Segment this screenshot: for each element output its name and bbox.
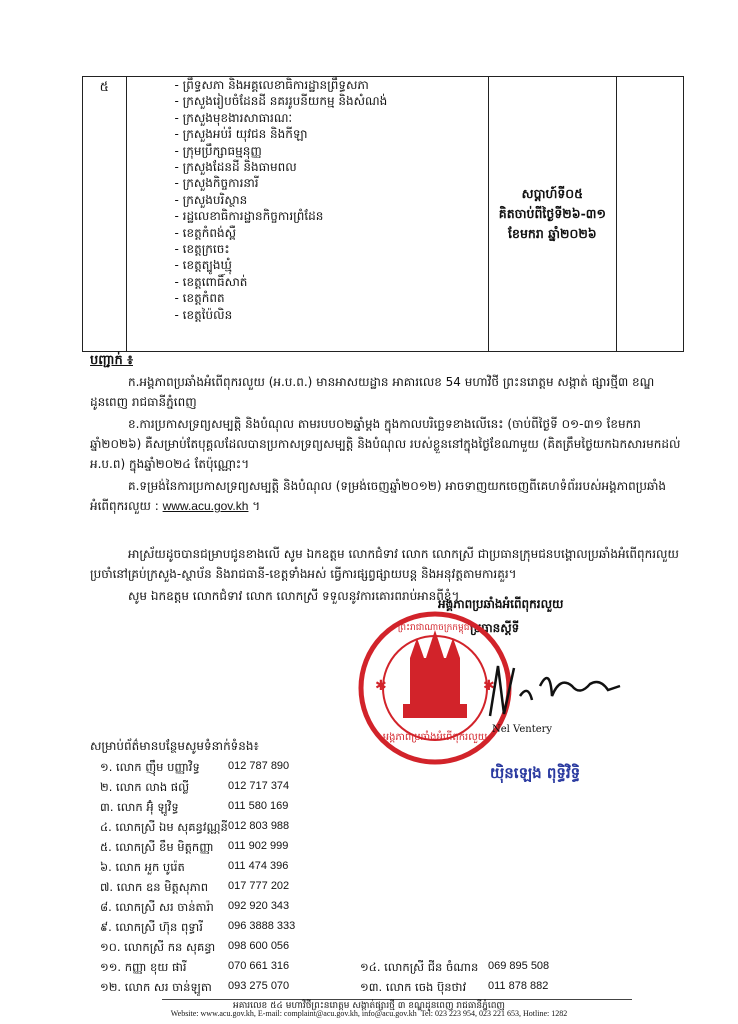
footer-tel: Tel: 023 223 954, 023 221 653, Hotline: 1282 (420, 1009, 568, 1018)
note-address: ក.អង្គភាពប្រឆាំងអំពើពុករលួយ (អ.ប.ព.) មានអាសយដ្ឋាន អាគារលេខ 54 មហាវិថី ព្រះនរោត្តម សង្កាត់ ផ្សារថ្មី៣ ខណ្ឌដូនពេញ រាជធានីភ្នំពេញ (90, 375, 655, 409)
note-form-text: គ.ទម្រង់នៃការប្រកាសទ្រព្យសម្បត្តិ និងបំណុល (ទម្រង់ចេញឆ្នាំ២០១២) អាចទាញយកចេញពីគេហទំព័ររបស់អង្គភាពប្រឆាំងអំពើពុករលួយ : (90, 479, 667, 513)
notes-label: បញ្ជាក់ ៖ (90, 353, 133, 368)
empty-cell (617, 77, 684, 352)
contact-name: ១២. លោក សរ ចាន់ឡូតា (100, 980, 212, 994)
contact-row (100, 800, 330, 820)
contact-phone: 092 920 343 (228, 900, 290, 912)
contact-phone: 012 717 374 (228, 780, 290, 792)
contact-row (100, 780, 330, 800)
ministry-item: - ក្រសួងបរិស្ថាន (174, 192, 248, 207)
contact-phone: 011 474 396 (228, 860, 289, 872)
week-month-year: ខែមករា ឆ្នាំ២០២៦ (508, 226, 597, 241)
acu-website-link[interactable]: www.acu.gov.kh (162, 499, 249, 513)
contacts-title: សម្រាប់ព័ត៌មានបន្ថែមសូមទំនាក់ទំនង៖ (90, 739, 259, 753)
contact-name: ៩. លោកស្រី ហ៊ុន ពុទ្ធារី (100, 920, 203, 934)
ministry-item: - ខេត្តប៉ៃលិន (174, 307, 233, 322)
contact-name: ១៣. លោក ចេង ប៊ុនថាវ (360, 980, 467, 994)
note-form-end: ។ (248, 499, 261, 513)
contact-phone: 011 580 169 (228, 800, 289, 812)
contact-row (100, 920, 330, 940)
handwritten-signature (480, 656, 630, 736)
schedule-table (82, 76, 684, 352)
contact-name: ៥. លោកស្រី ខឹម មិត្តកញ្ញា (100, 840, 214, 854)
note-form (90, 476, 690, 516)
contact-row (100, 940, 330, 960)
contact-row (100, 880, 330, 900)
director-title: ប្រធានស្ដីទី (470, 621, 520, 635)
contact-row (360, 960, 590, 980)
contact-name: ៤. លោកស្រី ឯម សុគន្ធវណ្ណនី (100, 820, 228, 834)
contact-name: ១១. កញ្ញា ខុយ ផារី (100, 960, 187, 974)
contact-phone: 011 878 882 (488, 980, 549, 992)
contact-phone: 096 3888 333 (228, 920, 296, 932)
org-name: អង្គភាពប្រឆាំងអំពើពុករលួយ (438, 597, 564, 611)
row-number: ៥ (83, 77, 127, 352)
contact-name: ៧. លោក ឧន មិត្តសុភាព (100, 880, 209, 894)
signature-scrawl: Nel Ventery (492, 724, 553, 735)
contact-phone: 012 803 988 (228, 820, 290, 832)
contact-row (100, 860, 330, 880)
contact-phone: 070 661 316 (228, 960, 290, 972)
ministry-list (126, 77, 488, 352)
contact-row (100, 900, 330, 920)
closing-greeting: សូម ឯកឧត្ដម លោកជំទាវ លោក លោកស្រី ទទួលនូវការគោរពរាប់អានពីខ្ញុំ។ (128, 589, 460, 603)
ministry-item: - ខេត្តត្បូងឃ្មុំ (174, 258, 232, 273)
stamp-top-text: ព្រះរាជាណាចក្រកម្ពុជា (397, 623, 473, 633)
contact-row (100, 820, 330, 840)
ministry-item: - ខេត្តក្រចេះ (174, 242, 230, 257)
week-label: សប្ដាហ៍ទី០៥ (521, 186, 584, 201)
contact-row (100, 760, 330, 780)
contact-name: ២. លោក លាង ផល្លី (100, 780, 190, 794)
week-date-range: គិតចាប់ពីថ្ងៃទី២៦-៣១ (498, 206, 606, 221)
note-declaration: ខ.ការប្រកាសទ្រព្យសម្បត្តិ និងបំណុល តាមរបប០២ឆ្នាំម្ដង ក្នុងកាលបរិច្ឆេទខាងលើនេះ (ចាប់ពីថ្ងៃទី ០១-៣១ ខែមករា ឆ្នាំ២០២៦) គឺសម្រាប់តែបុគ្គលដែលបានប្រកាសទ្រព្យសម្បត្តិ និងបំណុល របស់ខ្លួននៅក្នុងថ្ងៃខែណាមួយ (គិតត្រឹមថ្ងៃយកឯកសារមកដល់ អ.ប.ព) ក្នុងឆ្នាំ២០២៤ តែប៉ុណ្ណោះ។ (90, 417, 681, 471)
ministry-item: - ក្រសួងអប់រំ យុវជន និងកីឡា (174, 127, 308, 142)
contact-phone: 012 787 890 (228, 760, 290, 772)
contact-phone: 069 895 508 (488, 960, 550, 972)
footer-contact-web (0, 1009, 738, 1018)
contact-phone: 017 777 202 (228, 880, 290, 892)
contact-phone: 098 600 056 (228, 940, 290, 952)
contact-row (360, 980, 590, 1000)
ministry-item: - ក្រសួងមុខងារសាធារណៈ (174, 110, 293, 125)
closing-paragraph: អាស្រ័យដូចបានជម្រាបជូនខាងលើ សូម ឯកឧត្ដម លោកជំទាវ លោក លោកស្រី ជាប្រធានក្រុមជនបង្គោលប្រឆាំងអំពើពុករលួយប្រចាំនៅគ្រប់ក្រសួង-ស្ថាប័ន និងរាជធានី-ខេត្តទាំងអស់ ធ្វើការផ្សព្វផ្សាយបន្ត និងអនុវត្តតាមការគួរ។ (90, 547, 679, 581)
contact-name: ១៤. លោកស្រី ជីន ចំណាន (360, 960, 479, 974)
contact-name: ១០. លោកស្រី កន សុគន្ធា (100, 940, 216, 954)
contact-phone: 011 902 999 (228, 840, 289, 852)
footer-address: អគារលេខ ៥៤ មហាវិថីព្រះនរោត្តម សង្កាត់ផ្សារថ្មី ៣ ខណ្ឌដូនពេញ រាជធានីភ្នំពេញ (232, 1001, 505, 1011)
ministry-item: - រដ្ឋលេខាធិការដ្ឋានកិច្ចការព្រំដែន (174, 209, 324, 224)
contact-row (100, 960, 330, 980)
ministry-item: - ក្រសួងរៀបចំដែនដី នគររូបនីយកម្ម និងសំណង់ (174, 94, 388, 109)
svg-text:✱: ✱ (375, 678, 387, 694)
stamp-text: អង្គភាពប្រឆាំងអំពើពុករលួយ (382, 732, 488, 743)
ministry-item: - ក្រសួងដែនដី និងធាមពល (174, 160, 297, 175)
contact-name: ១. លោក ញ៉ឹម បញ្ញាវិទ្ធ (100, 760, 200, 774)
ministry-item: - ក្រសួងកិច្ចការនារី (174, 176, 259, 191)
ministry-item: - ខេត្តកំពត (174, 291, 225, 306)
contact-name: ៦. លោក អួក បូរ៉េត (100, 860, 185, 874)
contact-name: ៨. លោកស្រី សរ ចាន់តារ៉ា (100, 900, 214, 914)
temple-emblem-icon (410, 658, 460, 704)
svg-text:✱: ✱ (483, 678, 495, 694)
ministry-item: - ខេត្តពោធិ៍សាត់ (174, 274, 248, 289)
contact-phone: 093 275 070 (228, 980, 290, 992)
ministry-item: - ព្រឹទ្ធសភា និងអគ្គលេខាធិការដ្ឋានព្រឹទ្ធសភា (174, 78, 369, 92)
footer-web: Website: www.acu.gov.kh, E-mail: complaint@acu.gov.kh, info@acu.gov.kh (170, 1009, 417, 1018)
signatory-name: យ៉ិនឡេង ពុទ្ធិវិទ្ធិ (490, 764, 581, 782)
contact-row (100, 840, 330, 860)
ministry-item: - ក្រុមប្រឹក្សាធម្មនុញ្ញ (174, 143, 262, 158)
ministry-item: - ខេត្តកំពង់ស្ពឺ (174, 225, 236, 240)
contact-name: ៣. លោក អ៊ុំ ឡូវិទ្ធ (100, 800, 179, 814)
contact-row (100, 980, 330, 1000)
week-cell (488, 77, 616, 352)
